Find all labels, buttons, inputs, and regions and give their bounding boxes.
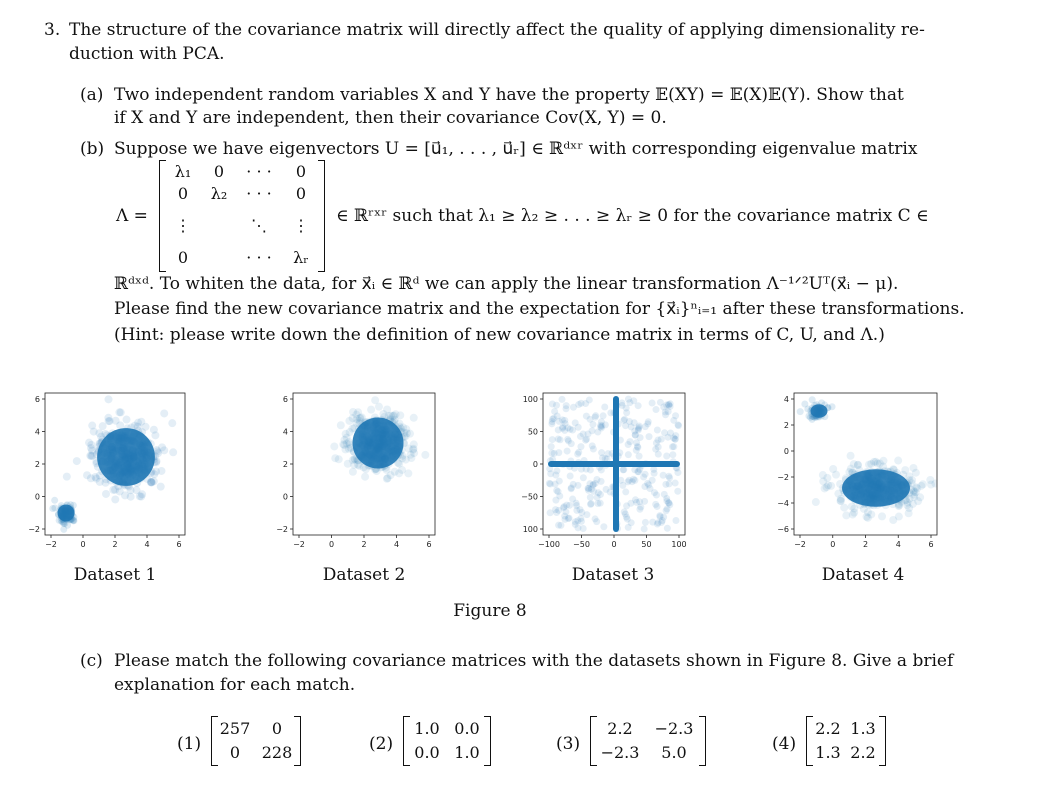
scatter-point: [642, 519, 649, 526]
scatter-point: [330, 442, 338, 450]
matrix-4-label: (4): [772, 734, 797, 754]
part-c-line2: explanation for each match.: [114, 675, 356, 695]
scatter-point: [657, 399, 664, 406]
scatter-point: [559, 396, 566, 403]
covariance-matrix-2: [403, 716, 491, 766]
scatter-point: [421, 451, 429, 459]
matrix-cell: 2.2: [815, 719, 841, 738]
scatter-point: [559, 416, 566, 423]
lambda-cell: · · ·: [246, 248, 272, 267]
scatter-point: [548, 443, 555, 450]
y-tick-label: 6: [34, 395, 40, 404]
scatter-point: [664, 505, 671, 512]
lambda-cell: λᵣ: [293, 248, 309, 267]
scatter-point: [649, 399, 656, 406]
y-tick-label: −2: [28, 525, 40, 534]
scatter-point: [574, 482, 581, 489]
scatter-point: [889, 516, 897, 524]
matrix-right-bracket: [699, 716, 706, 766]
x-tick-label: 2: [361, 540, 367, 549]
scatter-point: [665, 499, 672, 506]
scatter-point: [99, 422, 107, 430]
scatter-point: [147, 478, 155, 486]
scatter-point: [598, 423, 605, 430]
scatter-point: [150, 426, 158, 434]
scatter-point: [621, 416, 628, 423]
scatter-point: [594, 429, 601, 436]
matrix-right-bracket: [318, 160, 325, 272]
scatter-panel-1: [28, 393, 185, 549]
scatter-points: [330, 385, 429, 483]
figure-caption: Figure 8: [453, 601, 527, 621]
part-b-line4: Please find the new covariance matrix and the expectation for {x⃗ᵢ}ⁿᵢ₌₁ after these transformations.: [114, 299, 965, 319]
scatter-point: [642, 471, 649, 478]
scatter-point: [564, 448, 571, 455]
lambda-cell: λ₁: [174, 162, 192, 181]
y-tick-label: 4: [282, 427, 288, 437]
scatter-point: [649, 519, 656, 526]
lambda-cell: 0: [177, 248, 189, 267]
x-tick-label: −2: [293, 540, 305, 549]
scatter-point: [836, 497, 844, 505]
scatter-point: [630, 476, 637, 483]
scatter-point: [665, 408, 672, 415]
scatter-point: [566, 502, 573, 509]
scatter-point: [111, 486, 119, 494]
scatter-point: [576, 506, 583, 513]
scatter-point: [169, 448, 177, 456]
lambda-cell: ⋮: [293, 216, 309, 235]
scatter-point: [565, 515, 572, 522]
scatter-point: [349, 468, 357, 476]
scatter-point: [580, 525, 587, 532]
scatter-point: [848, 503, 856, 511]
x-tick-label: −100: [538, 540, 560, 549]
scatter-point: [396, 411, 404, 419]
matrix-3-label: (3): [556, 734, 581, 754]
y-tick-label: −2: [276, 525, 288, 534]
lambda-cell: λ₂: [210, 184, 228, 203]
y-tick-label: 0: [532, 460, 538, 469]
scatter-point: [583, 511, 590, 518]
scatter-point: [633, 439, 640, 446]
scatter-point: [669, 451, 676, 458]
figure-8: [0, 385, 1037, 585]
lambda-cell: 0: [177, 184, 189, 203]
scatter-point: [666, 480, 673, 487]
scatter-point: [371, 396, 379, 404]
scatter-point: [660, 472, 667, 479]
y-tick-label: 0: [282, 492, 288, 502]
scatter-point: [672, 517, 679, 524]
scatter-point: [655, 451, 662, 458]
scatter-point: [627, 438, 634, 445]
y-tick-label: −6: [777, 525, 789, 534]
scatter-point: [111, 495, 119, 503]
scatter-point: [661, 429, 668, 436]
cluster-core: [842, 469, 910, 506]
scatter-point: [583, 436, 590, 443]
scatter-point: [589, 421, 596, 428]
scatter-point: [574, 451, 581, 458]
scatter-point: [827, 482, 835, 490]
scatter-point: [847, 452, 855, 460]
scatter-point: [664, 525, 671, 532]
y-tick-label: 0: [34, 492, 40, 502]
y-tick-label: 4: [34, 427, 40, 437]
y-tick-label: 2: [34, 460, 40, 469]
part-a-line2: if X and Y are independent, then their covariance Cov(X, Y) = 0.: [114, 108, 667, 128]
matrix-cell: 1.3: [815, 743, 841, 762]
scatter-point: [105, 395, 113, 403]
scatter-point: [672, 412, 679, 419]
scatter-point: [344, 460, 352, 468]
part-b-line5: (Hint: please write down the definition of new covariance matrix in terms of C, U, and Λ.): [114, 325, 885, 345]
part-c-label: (c): [80, 651, 103, 671]
scatter-point: [547, 481, 554, 488]
problem-intro-line2: duction with PCA.: [69, 44, 225, 64]
scatter-point: [555, 449, 562, 456]
dataset-2-caption: Dataset 2: [322, 565, 406, 585]
scatter-point: [819, 471, 827, 479]
matrix-cell: 0.0: [414, 743, 440, 762]
scatter-point: [914, 497, 922, 505]
scatter-point: [832, 471, 840, 479]
scatter-panel-3: [521, 393, 687, 549]
scatter-point: [592, 412, 599, 419]
scatter-point: [365, 385, 373, 387]
scatter-point: [587, 501, 594, 508]
scatter-point: [569, 496, 576, 503]
lambda-cell: 0: [295, 184, 307, 203]
part-a-label: (a): [80, 85, 104, 105]
scatter-point: [549, 436, 556, 443]
part-b-line3: ℝᵈˣᵈ. To whiten the data, for x⃗ᵢ ∈ ℝᵈ we can apply the linear transformation Λ⁻¹ᐟ²Uᵀ(x⃗ᵢ − μ).: [114, 274, 899, 294]
scatter-point: [361, 473, 369, 481]
scatter-point: [395, 469, 403, 477]
scatter-point: [655, 444, 662, 451]
y-tick-label: −4: [777, 499, 789, 508]
scatter-point: [644, 480, 651, 487]
scatter-point: [583, 413, 590, 420]
lambda-cell: 0: [213, 162, 225, 181]
matrix-2-label: (2): [369, 734, 394, 754]
scatter-point: [409, 445, 417, 453]
scatter-point: [630, 397, 637, 404]
matrix-cell: 0: [271, 719, 283, 738]
scatter-point: [623, 405, 630, 412]
dataset-3-caption: Dataset 3: [571, 565, 655, 585]
x-tick-label: −2: [794, 540, 806, 549]
scatter-point: [345, 417, 353, 425]
scatter-point: [589, 427, 596, 434]
dataset-1-caption: Dataset 1: [73, 565, 157, 585]
covariance-matrix-3: [590, 716, 706, 766]
scatter-point: [600, 523, 607, 530]
scatter-point: [633, 447, 640, 454]
matrix-cell: 0: [229, 743, 241, 762]
scatter-point: [580, 474, 587, 481]
scatter-point: [652, 406, 659, 413]
x-tick-label: 2: [112, 540, 118, 549]
x-tick-label: 2: [862, 540, 869, 549]
scatter-point: [637, 504, 644, 511]
scatter-point: [623, 502, 630, 509]
scatter-point: [335, 455, 343, 463]
scatter-point: [51, 497, 58, 504]
matrix-cell: 228: [261, 743, 293, 762]
scatter-point: [597, 500, 604, 507]
scatter-point: [548, 450, 555, 457]
matrix-cell: 2.2: [850, 743, 876, 762]
matrix-right-bracket: [879, 716, 886, 766]
matrix-cell: −2.3: [600, 743, 640, 762]
y-tick-label: 4: [783, 395, 789, 404]
scatter-point: [115, 408, 123, 416]
scatter-point: [603, 486, 610, 493]
cluster-core: [58, 505, 75, 522]
x-tick-label: 6: [176, 540, 182, 549]
scatter-point: [842, 511, 850, 519]
lambda-cell: · · ·: [246, 184, 272, 203]
scatter-point: [51, 505, 58, 512]
scatter-point: [628, 423, 635, 430]
scatter-point: [652, 501, 659, 508]
scatter-point: [549, 418, 556, 425]
scatter-point: [670, 435, 677, 442]
scatter-point: [83, 471, 91, 479]
scatter-point: [547, 509, 554, 516]
scatter-point: [674, 421, 681, 428]
y-tick-label: 50: [527, 427, 538, 437]
scatter-point: [367, 406, 375, 414]
dataset-4-caption: Dataset 4: [821, 565, 905, 585]
y-tick-label: 6: [282, 395, 288, 404]
problem-intro-line1: The structure of the covariance matrix will directly affect the quality of applying dimensionality re-: [69, 20, 925, 40]
scatter-point: [131, 422, 139, 430]
scatter-point: [102, 490, 110, 498]
scatter-point: [797, 408, 804, 415]
scatter-point: [595, 489, 602, 496]
scatter-panel-4: [777, 393, 939, 549]
scatter-point: [586, 480, 593, 487]
scatter-point: [568, 485, 575, 492]
lambda-cell: · · ·: [246, 162, 272, 181]
scatter-point: [567, 472, 574, 479]
scatter-point: [622, 488, 629, 495]
matrix-cell: 2.2: [607, 719, 633, 738]
y-tick-label: 0: [783, 447, 789, 456]
scatter-point: [590, 446, 597, 453]
scatter-point: [655, 437, 662, 444]
scatter-point: [894, 457, 902, 465]
scatter-point: [387, 471, 395, 479]
scatter-point: [342, 430, 350, 438]
x-tick-label: 4: [144, 540, 150, 549]
scatter-point: [620, 466, 627, 473]
covariance-matrix-1: [211, 716, 301, 766]
scatter-point: [636, 423, 643, 430]
scatter-point: [854, 461, 862, 469]
scatter-point: [564, 436, 571, 443]
scatter-point: [865, 461, 873, 469]
scatter-point: [598, 449, 605, 456]
x-tick-label: 50: [641, 540, 652, 549]
scatter-point: [593, 518, 600, 525]
scatter-point: [909, 464, 917, 472]
matrix-cell: 257: [219, 719, 251, 738]
scatter-point: [666, 474, 673, 481]
scatter-point: [555, 426, 562, 433]
scatter-point: [672, 480, 679, 487]
scatter-point: [663, 452, 670, 459]
scatter-point: [622, 510, 629, 517]
scatter-points: [49, 395, 177, 533]
scatter-point: [578, 400, 585, 407]
x-tick-label: 0: [328, 540, 335, 549]
scatter-point: [601, 404, 608, 411]
scatter-point: [157, 483, 165, 491]
scatter-point: [553, 467, 560, 474]
lambda-cell: ⋱: [251, 216, 267, 235]
y-tick-label: 100: [522, 395, 538, 404]
scatter-point: [549, 400, 556, 407]
scatter-point: [556, 492, 563, 499]
scatter-point: [674, 488, 681, 495]
cluster-core: [97, 428, 155, 486]
x-tick-label: 6: [426, 540, 432, 549]
scatter-point: [863, 513, 871, 521]
matrix-cell: 5.0: [661, 743, 687, 762]
scatter-point: [123, 416, 131, 424]
scatter-point: [634, 468, 641, 475]
y-tick-label: 2: [783, 421, 789, 430]
scatter-point: [572, 521, 579, 528]
scatter-point: [587, 494, 594, 501]
scatter-point: [407, 454, 415, 462]
x-tick-label: −50: [573, 540, 590, 549]
scatter-point: [657, 513, 664, 520]
matrix-cell: −2.3: [654, 719, 694, 738]
y-tick-label: −2: [777, 473, 789, 482]
matrix-cell: 1.3: [850, 719, 876, 738]
matrix-1-label: (1): [177, 734, 202, 754]
scatter-point: [646, 433, 653, 440]
part-c-line1: Please match the following covariance matrices with the datasets shown in Figure 8. Give a brief: [114, 651, 954, 671]
scatter-point: [160, 409, 168, 417]
lambda-matrix: [159, 160, 325, 272]
scatter-point: [73, 457, 81, 465]
scatter-point: [337, 421, 345, 429]
vertical-line-cluster: [613, 396, 619, 532]
lambda-cell: ⋮: [175, 216, 191, 235]
matrix-cell: 0.0: [454, 719, 480, 738]
scatter-point: [625, 451, 632, 458]
scatter-point: [809, 396, 816, 403]
scatter-point: [670, 443, 677, 450]
matrix-cell: 1.0: [454, 743, 480, 762]
x-tick-label: 6: [928, 540, 934, 549]
lambda-cell: 0: [295, 162, 307, 181]
x-tick-label: 0: [611, 540, 617, 549]
scatter-point: [654, 427, 661, 434]
scatter-point: [127, 486, 135, 494]
y-tick-label: −50: [521, 492, 538, 502]
scatter-point: [395, 460, 403, 468]
scatter-point: [86, 452, 94, 460]
scatter-panel-2: [276, 385, 435, 549]
scatter-point: [801, 401, 808, 408]
scatter-point: [642, 423, 649, 430]
scatter-points: [797, 396, 940, 524]
y-tick-label: 2: [282, 460, 288, 469]
scatter-point: [674, 469, 681, 476]
scatter-point: [563, 405, 570, 412]
scatter-point: [878, 512, 886, 520]
part-a-line1: Two independent random variables X and Y have the property 𝔼(XY) = 𝔼(X)𝔼(Y). Show that: [114, 85, 904, 105]
covariance-matrix-4: [806, 716, 886, 766]
scatter-point: [931, 480, 939, 488]
scatter-point: [92, 475, 100, 483]
x-tick-label: 4: [895, 540, 901, 549]
scatter-point: [910, 488, 918, 496]
scatter-point: [168, 419, 176, 427]
scatter-point: [160, 446, 168, 454]
part-b-after-matrix: ∈ ℝʳˣʳ such that λ₁ ≥ λ₂ ≥ . . . ≥ λᵣ ≥ 0 for the covariance matrix C ∈: [336, 206, 929, 226]
scatter-point: [88, 422, 96, 430]
scatter-point: [600, 412, 607, 419]
cluster-core: [811, 404, 828, 418]
scatter-point: [63, 473, 71, 481]
x-tick-label: 100: [671, 540, 687, 549]
part-b-label: (b): [80, 139, 105, 159]
y-tick-label: 100: [522, 525, 538, 534]
lambda-equals: Λ =: [116, 206, 148, 226]
scatter-point: [152, 468, 160, 476]
x-tick-label: 4: [393, 540, 400, 549]
scatter-point: [340, 441, 348, 449]
scatter-point: [410, 414, 418, 422]
x-tick-label: −2: [45, 540, 57, 549]
scatter-point: [663, 401, 670, 408]
problem-number: 3.: [44, 20, 61, 40]
scatter-point: [556, 478, 563, 485]
scatter-point: [812, 498, 820, 506]
scatter-point: [106, 417, 114, 425]
x-tick-label: 0: [830, 540, 836, 549]
scatter-point: [575, 424, 582, 431]
x-tick-label: 0: [80, 540, 86, 549]
scatter-point: [641, 525, 648, 532]
matrix-cell: 1.0: [414, 719, 440, 738]
scatter-point: [403, 429, 411, 437]
scatter-point: [577, 443, 584, 450]
cluster-core: [353, 418, 404, 469]
scatter-points: [546, 396, 682, 533]
scatter-point: [553, 509, 560, 516]
part-b-line1: Suppose we have eigenvectors U = [u⃗₁, . . . , u⃗ᵣ] ∈ ℝᵈˣʳ with corresponding eigenvalue matrix: [114, 139, 918, 159]
scatter-point: [555, 522, 562, 529]
